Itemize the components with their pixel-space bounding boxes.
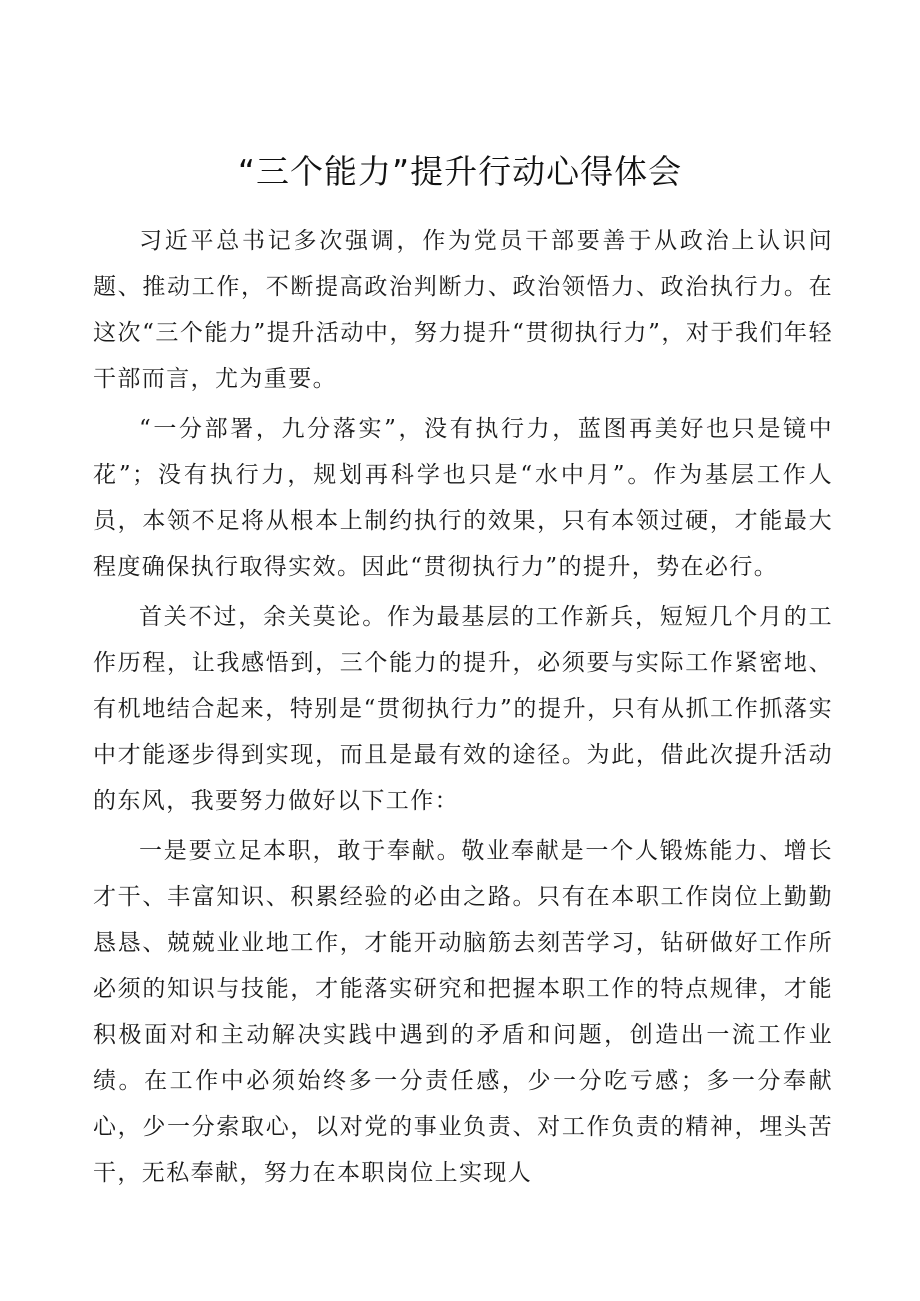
document-title: “三个能力”提升行动心得体会 xyxy=(237,152,683,191)
paragraph-3: 首关不过，余关莫论。作为最基层的工作新兵，短短几个月的工作历程，让我感悟到，三个能力的提升，必须要与实际工作紧密地、有机地结合起来，特别是“贯彻执行力”的提升，只有从抓工作抓落实中才能逐步得到实现，而且是最有效的途径。为此，借此次提升活动的东风，我要努力做好以下工作： xyxy=(93,604,833,814)
paragraph-1: 习近平总书记多次强调，作为党员干部要善于从政治上认识问题、推动工作，不断提高政治判断力、政治领悟力、政治执行力。在这次“三个能力”提升活动中，努力提升“贯彻执行力”，对于我们年轻干部而言，尤为重要。 xyxy=(93,228,833,392)
paragraph-4: 一是要立足本职，敢于奉献。敬业奉献是一个人锻炼能力、增长才干、丰富知识、积累经验的必由之路。只有在本职工作岗位上勤勤恳恳、兢兢业业地工作，才能开动脑筋去刻苦学习，钻研做好工作所必须的知识与技能，才能落实研究和把握本职工作的特点规律，才能积极面对和主动解决实践中遇到的矛盾和问题，创造出一流工作业绩。在工作中必须始终多一分责任感，少一分吃亏感；多一分奉献心，少一分索取心，以对党的事业负责、对工作负责的精神，埋头苦干，无私奉献，努力在本职岗位上实现人 xyxy=(93,838,833,1186)
document-body xyxy=(93,218,833,1200)
paragraph-2: “一分部署，九分落实”，没有执行力，蓝图再美好也只是镜中花”；没有执行力，规划再科学也只是“水中月”。作为基层工作人员，本领不足将从根本上制约执行的效果，只有本领过硬，才能最大程度确保执行取得实效。因此“贯彻执行力”的提升，势在必行。 xyxy=(93,416,833,580)
